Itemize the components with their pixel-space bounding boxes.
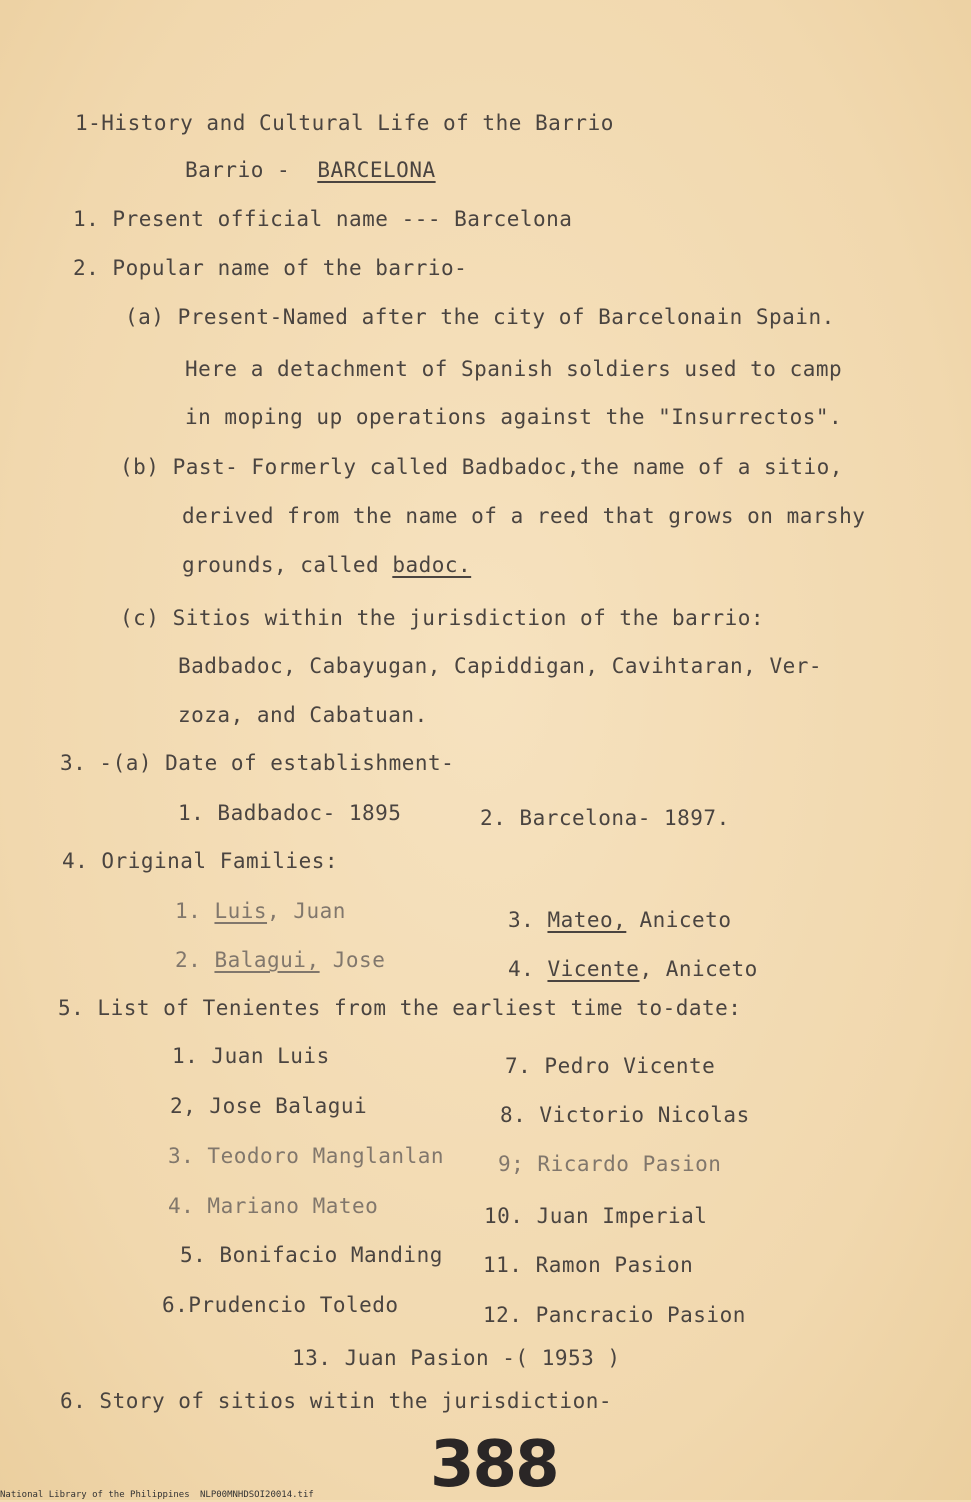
past-name-line-1: (b) Past- Formerly called Badbadoc,the name of a sitio,	[120, 455, 843, 479]
teniente-11: 11. Ramon Pasion	[483, 1253, 694, 1277]
barrio-name: BARCELONA	[317, 158, 436, 182]
teniente-9: 9; Ricardo Pasion	[498, 1152, 722, 1176]
teniente-13: 13. Juan Pasion -( 1953 )	[292, 1346, 621, 1370]
footer-library: National Library of the Philippines	[0, 1490, 190, 1500]
badoc-word: badoc.	[392, 553, 472, 577]
teniente-4: 4. Mariano Mateo	[168, 1194, 379, 1218]
barrio-label: Barrio - BARCELONA	[185, 158, 436, 182]
teniente-2: 2, Jose Balagui	[170, 1094, 368, 1118]
past-name-line-3: grounds, called badoc.	[182, 553, 472, 577]
item-establishment: 3. -(a) Date of establishment-	[60, 751, 455, 775]
est-badbadoc: 1. Badbadoc- 1895	[178, 801, 402, 825]
sitios-line-1: (c) Sitios within the jurisdiction of the barrio:	[120, 606, 765, 630]
teniente-12: 12. Pancracio Pasion	[483, 1303, 746, 1327]
teniente-10: 10. Juan Imperial	[484, 1204, 708, 1228]
sitios-line-2: Badbadoc, Cabayugan, Capiddigan, Cavihtaran, Ver-	[178, 654, 823, 678]
item-official-name: 1. Present official name --- Barcelona	[73, 207, 573, 231]
est-barcelona: 2. Barcelona- 1897.	[480, 806, 730, 830]
family-2: 2. Balagui, Jose	[175, 948, 386, 972]
item-popular-name: 2. Popular name of the barrio-	[73, 256, 468, 280]
family-3: 3. Mateo, Aniceto	[508, 908, 732, 932]
family-1: 1. Luis, Juan	[175, 899, 346, 923]
section-heading: 1-History and Cultural Life of the Barrio	[75, 111, 614, 135]
footer-file: NLP00MNHDSOI20014.tif	[200, 1490, 314, 1500]
family-4: 4. Vicente, Aniceto	[508, 957, 758, 981]
teniente-3: 3. Teodoro Manglanlan	[168, 1144, 445, 1168]
sitios-line-3: zoza, and Cabatuan.	[178, 703, 428, 727]
teniente-1: 1. Juan Luis	[172, 1044, 330, 1068]
teniente-8: 8. Victorio Nicolas	[500, 1103, 750, 1127]
present-name-line-2: Here a detachment of Spanish soldiers used to camp	[185, 357, 843, 381]
teniente-6: 6.Prudencio Toledo	[162, 1293, 399, 1317]
teniente-7: 7. Pedro Vicente	[505, 1054, 716, 1078]
item-tenientes: 5. List of Tenientes from the earliest time to-date:	[58, 996, 742, 1020]
teniente-5: 5. Bonifacio Manding	[180, 1243, 443, 1267]
page-number: 388	[430, 1428, 558, 1502]
present-name-line-3: in moping up operations against the "Insurrectos".	[185, 405, 843, 429]
item-story-sitios: 6. Story of sitios witin the jurisdiction-	[60, 1389, 613, 1413]
past-name-line-2: derived from the name of a reed that grows on marshy	[182, 504, 866, 528]
present-name-line-1: (a) Present-Named after the city of Barcelonain Spain.	[125, 305, 835, 329]
item-original-families: 4. Original Families:	[62, 849, 339, 873]
